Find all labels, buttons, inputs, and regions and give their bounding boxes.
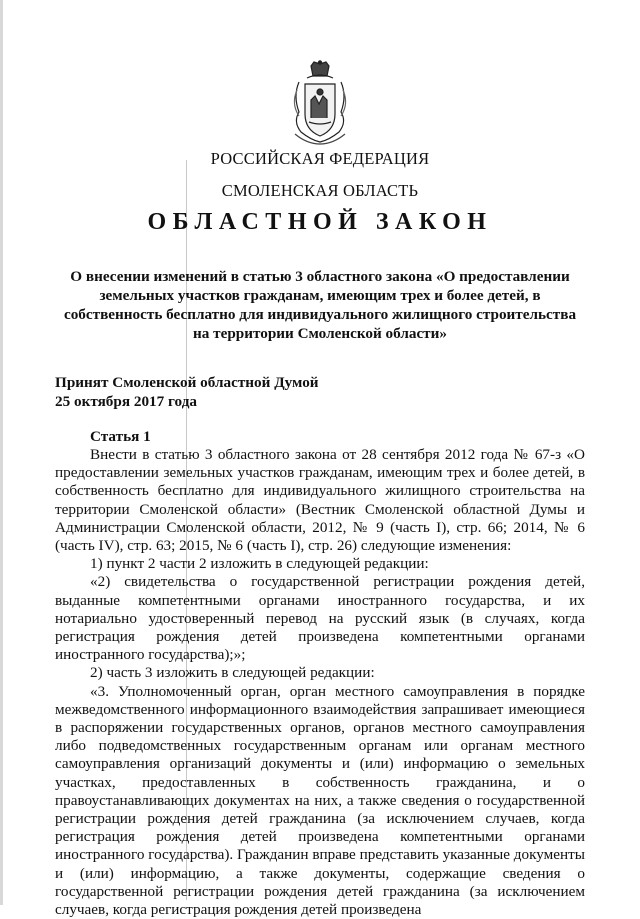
smolensk-coat-of-arms-icon (287, 60, 353, 146)
paragraph: «2) свидетельства о государственной регистрации рождения детей, выданные компетентными органами иностранного государства, и их нотариально удостоверенный перевод на русский язык (в случаях, когда регистрация рождения детей произведена компетентными органами иностранного государства);»; (55, 573, 585, 664)
law-title: О внесении изменений в статью 3 областного закона «О предоставлении земельных участков гражданам, имеющим трех и более детей, в собственность бесплатно для индивидуального жилищного строительства на территории Смоленской области» (63, 268, 577, 342)
paragraph: «3. Уполномоченный орган, орган местного самоуправления в порядке межведомственного информационного взаимодействия запрашивает имеющиеся в распоряжении государственных органов, органов местного самоуправления либо подведомственных государственным органам или органам местного самоуправления организаций документы и (или) информацию о земельных участках, предоставленных в собственность гражданина, и о правоустанавливающих документах на них, а также сведения о государственной регистрации рождения детей гражданина (за исключением случаев, когда регистрация рождения детей произведена компетентными органами иностранного государства). Гражданин вправе представить указанные документы и (или) информацию, а также документы, содержащие сведения о государственной регистрации рождения детей гражданина (за исключением случаев, когда регистрация рождения детей произведена (55, 682, 585, 919)
adoption-info (55, 373, 319, 411)
document-type-heading: ОБЛАСТНОЙ ЗАКОН (147, 209, 493, 235)
paragraph: 2) часть 3 изложить в следующей редакции: (90, 664, 375, 682)
region-heading: СМОЛЕНСКАЯ ОБЛАСТЬ (221, 181, 419, 200)
paragraph: 1) пункт 2 части 2 изложить в следующей редакции: (90, 555, 429, 573)
adoption-body: Принят Смоленской областной Думой (55, 374, 319, 391)
article-body (55, 446, 585, 919)
country-heading: РОССИЙСКАЯ ФЕДЕРАЦИЯ (210, 149, 430, 168)
paragraph: Внести в статью 3 областного закона от 28 сентября 2012 года № 67-з «О предоставлении земельных участков гражданам, имеющим трех и более детей, в собственность бесплатно для индивидуального жилищного строительства на территории Смоленской области» (Вестник Смоленской областной Думы и Администрации Смоленской области, 2012, № 9 (часть I), стр. 66; 2014, № 6 (часть IV), стр. 63; 2015, № 6 (часть I), стр. 26) следующие изменения: (55, 446, 585, 555)
adoption-date: 25 октября 2017 года (55, 393, 197, 410)
article-heading: Статья 1 (90, 428, 151, 445)
scan-edge (0, 0, 3, 905)
